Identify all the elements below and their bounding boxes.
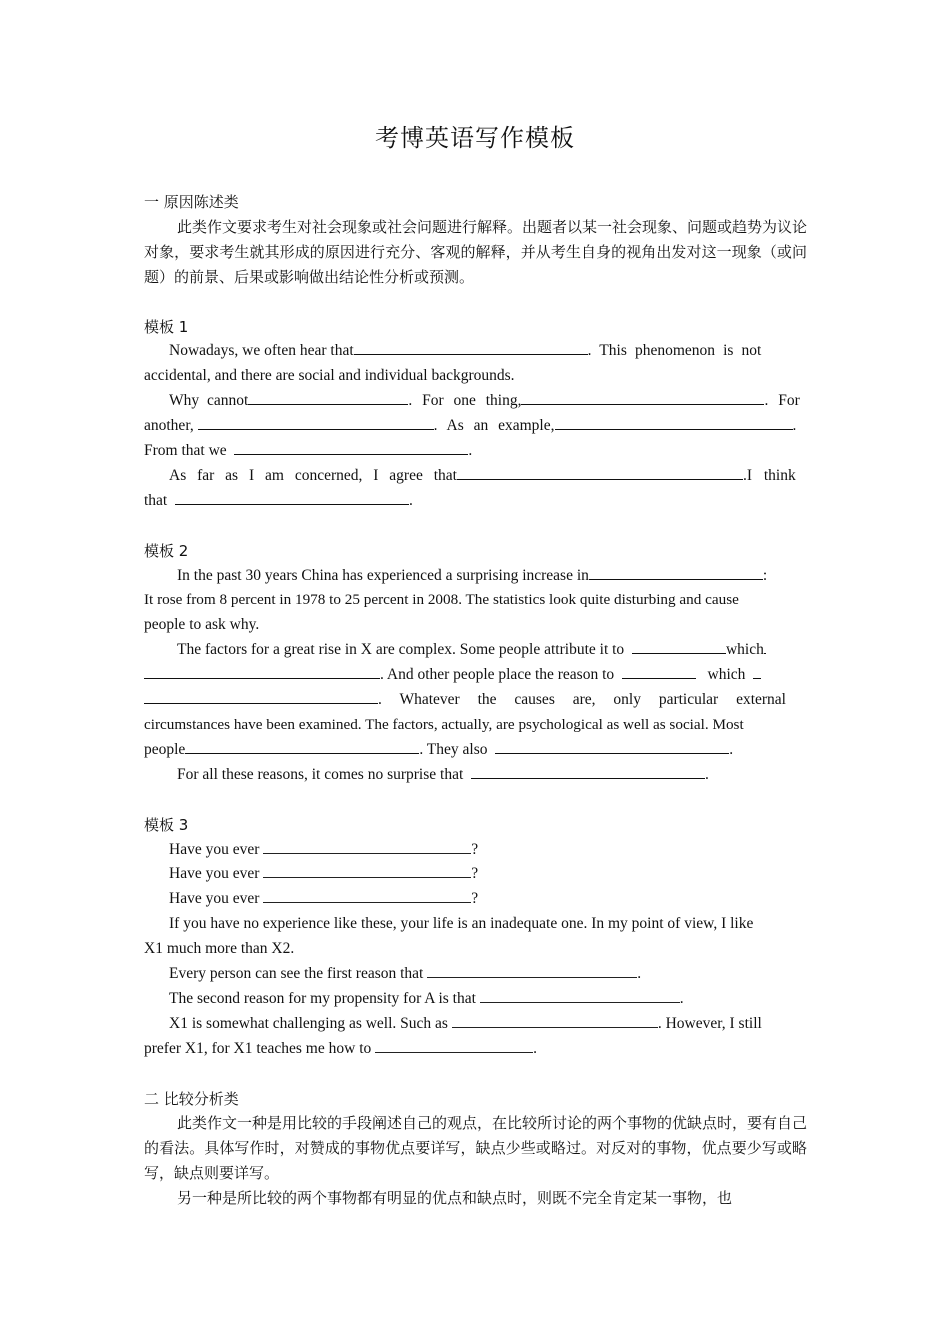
- template-3-line-8: X1 is somewhat challenging as well. Such as . However, I still: [169, 1014, 762, 1032]
- template-3-line-4: If you have no experience like these, your life is an inadequate one. In my point of view, I like: [169, 915, 754, 933]
- section-2-intro-1: 此类作文一种是用比较的手段阐述自己的观点，在比较所讨论的两个事物的优缺点时，要有自己的看法。具体写作时，对赞成的事物优点要详写，缺点少些或略过。对反对的事物，优点要少写或略写，缺点则要详写。: [144, 1114, 808, 1183]
- template-2-line-4: The factors for a great rise in X are complex. Some people attribute it to which: [177, 641, 764, 659]
- section-2-heading: 二 比较分析类: [144, 1089, 239, 1108]
- template-1-line-1: Nowadays, we often hear that . This phenomenon is not: [169, 342, 762, 360]
- template-2-line-1: In the past 30 years China has experienced a surprising increase in :: [177, 566, 768, 584]
- template-1-line-2: accidental, and there are social and individual backgrounds.: [144, 367, 515, 385]
- template-2-line-3: people to ask why.: [144, 616, 260, 634]
- template-2-line-8: people . They also .: [144, 740, 734, 758]
- template-2-label: 模板 2: [144, 541, 189, 560]
- template-2-line-2: It rose from 8 percent in 1978 to 25 percent in 2008. The statistics look quite disturbing and cause: [144, 591, 739, 609]
- template-3-question-1: Have you ever ?: [169, 840, 479, 858]
- template-3-label: 模板 3: [144, 815, 189, 834]
- section-1-intro: 此类作文要求考生对社会现象或社会问题进行解释。出题者以某一社会现象、问题或趋势为议论对象，要求考生就其形成的原因进行充分、客观的解释，并从考生自身的视角出发对这一现象（或问题）的前景、后果或影响做出结论性分析或预测。: [144, 217, 808, 286]
- page-title: 考博英语写作模板: [375, 124, 575, 152]
- template-1-line-7: that .: [144, 491, 413, 509]
- template-1-line-5: From that we .: [144, 442, 473, 460]
- section-1-heading: 一 原因陈述类: [144, 193, 239, 211]
- template-3-line-5: X1 much more than X2.: [144, 940, 295, 958]
- document-body: [144, 190, 807, 1211]
- template-2-line-6: . Whatever the causes are, only particular external: [144, 688, 807, 713]
- template-2-line-5: . And other people place the reason to which: [144, 663, 807, 688]
- template-1-label: 模板 1: [144, 317, 189, 336]
- template-3-question-2: Have you ever ?: [169, 865, 479, 883]
- section-2-intro-2: 另一种是所比较的两个事物都有明显的优点和缺点时，则既不完全肯定某一事物，也: [177, 1189, 733, 1208]
- template-1-line-6: As far as I am concerned, I agree that .I think: [169, 466, 796, 484]
- template-3-line-6: Every person can see the first reason that .: [169, 965, 642, 983]
- template-2-line-9: For all these reasons, it comes no surprise that .: [177, 765, 709, 783]
- template-3-line-9: prefer X1, for X1 teaches me how to .: [144, 1039, 537, 1057]
- template-2-line-7: circumstances have been examined. The factors, actually, are psychological as well as social. Most: [144, 716, 744, 733]
- template-3-question-3: Have you ever ?: [169, 890, 479, 908]
- template-1-line-4: another, . As an example, .: [144, 417, 797, 435]
- template-3-line-7: The second reason for my propensity for A is that .: [169, 989, 684, 1007]
- template-1-line-3: Why cannot . For one thing, . For: [169, 392, 800, 410]
